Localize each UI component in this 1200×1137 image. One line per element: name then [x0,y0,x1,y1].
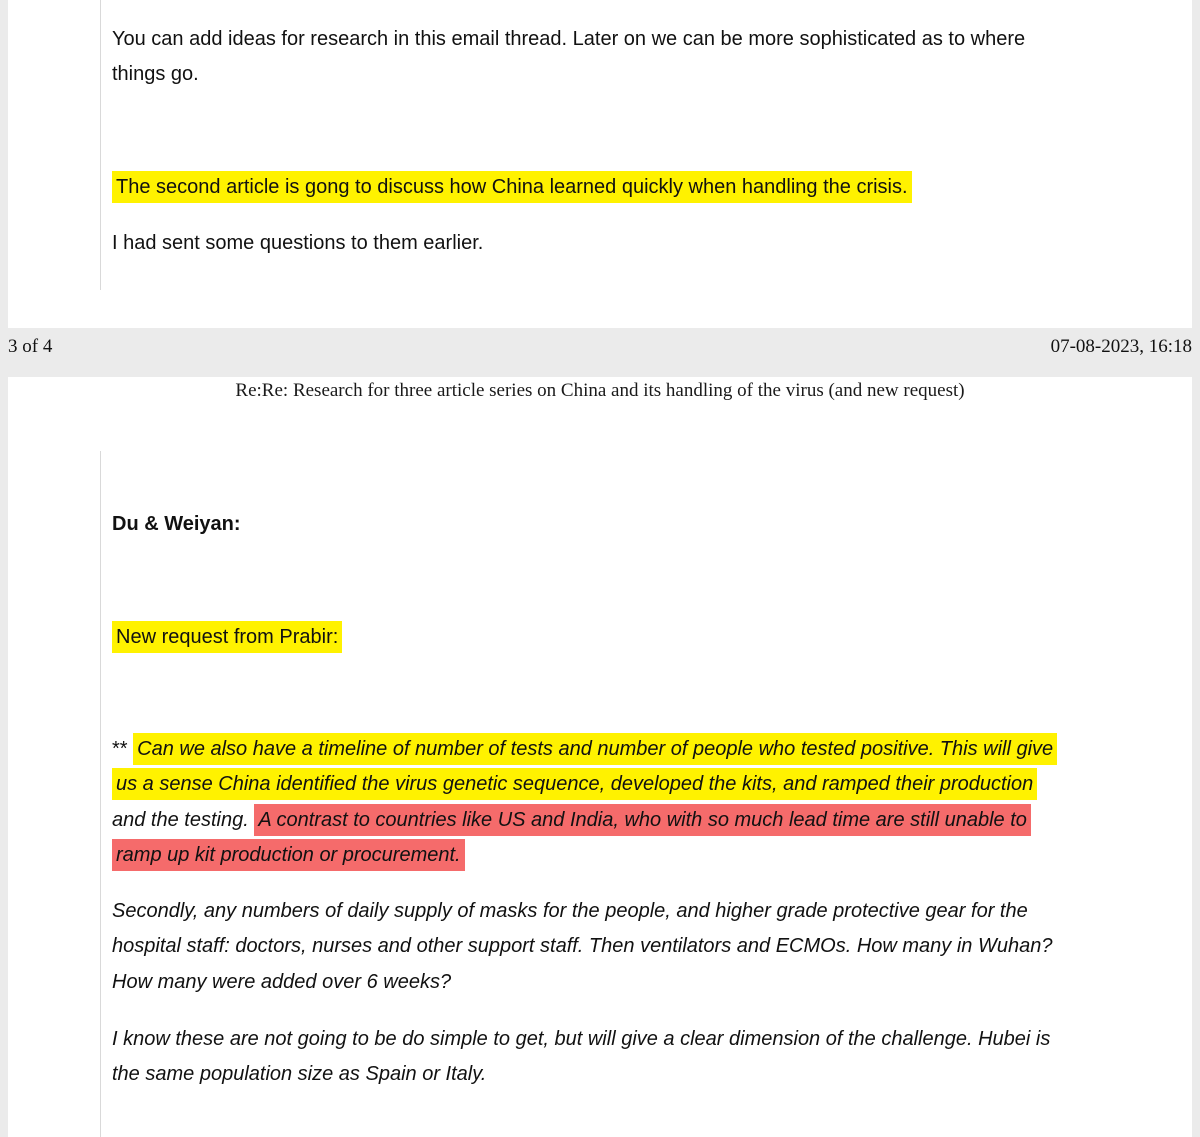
request-line-2 [112,767,1037,802]
closing-line-1: I know these are not going to be do simple to get, but will give a clear dimension of the challenge. Hubei is [112,1028,1051,1050]
paragraph-sent-questions: I had sent some questions to them earlier. [112,232,484,254]
secondly-line-2: hospital staff: doctors, nurses and other support staff. Then ventilators and ECMOs. How many in Wuhan? [112,935,1053,957]
request-line-3 [112,803,1031,838]
greeting: Du & Weiyan: [112,513,241,535]
closing-line-2: the same population size as Spain or Italy. [112,1063,487,1085]
request-red-highlight-2: ramp up kit production or procurement. [112,839,465,871]
request-red-highlight-1: A contrast to countries like US and India, who with so much lead time are still unable to [254,804,1031,836]
paragraph-research-ideas-line2: things go. [112,63,199,85]
request-highlight-2: us a sense China identified the virus genetic sequence, developed the kits, and ramped their production [112,768,1037,800]
highlighted-sentence-row [112,170,912,205]
request-bullet: ** [112,738,134,760]
secondly-line-1: Secondly, any numbers of daily supply of masks for the people, and higher grade protective gear for the [112,900,1028,922]
highlighted-second-article-sentence: The second article is gong to discuss how China learned quickly when handling the crisis. [112,171,912,203]
quote-bar [100,451,101,1137]
request-highlight-1: Can we also have a timeline of number of tests and number of people who tested positive. This will give [133,733,1057,765]
document-page-top [8,0,1192,328]
request-line-4 [112,838,465,873]
document-page-bottom [8,377,1192,1137]
request-line-1 [112,732,1057,767]
quote-bar [100,0,101,290]
email-subject: Re:Re: Research for three article series on China and its handling of the virus (and new request) [235,380,965,401]
new-request-heading: New request from Prabir: [112,621,342,653]
request-plain-text: and the testing. [112,809,249,831]
paragraph-research-ideas-line1: You can add ideas for research in this email thread. Later on we can be more sophisticated as to where [112,28,1026,50]
new-request-row [112,620,342,655]
print-date: 07-08-2023, 16:18 [1050,336,1192,357]
secondly-line-3: How many were added over 6 weeks? [112,971,452,993]
page-counter: 3 of 4 [8,336,53,357]
